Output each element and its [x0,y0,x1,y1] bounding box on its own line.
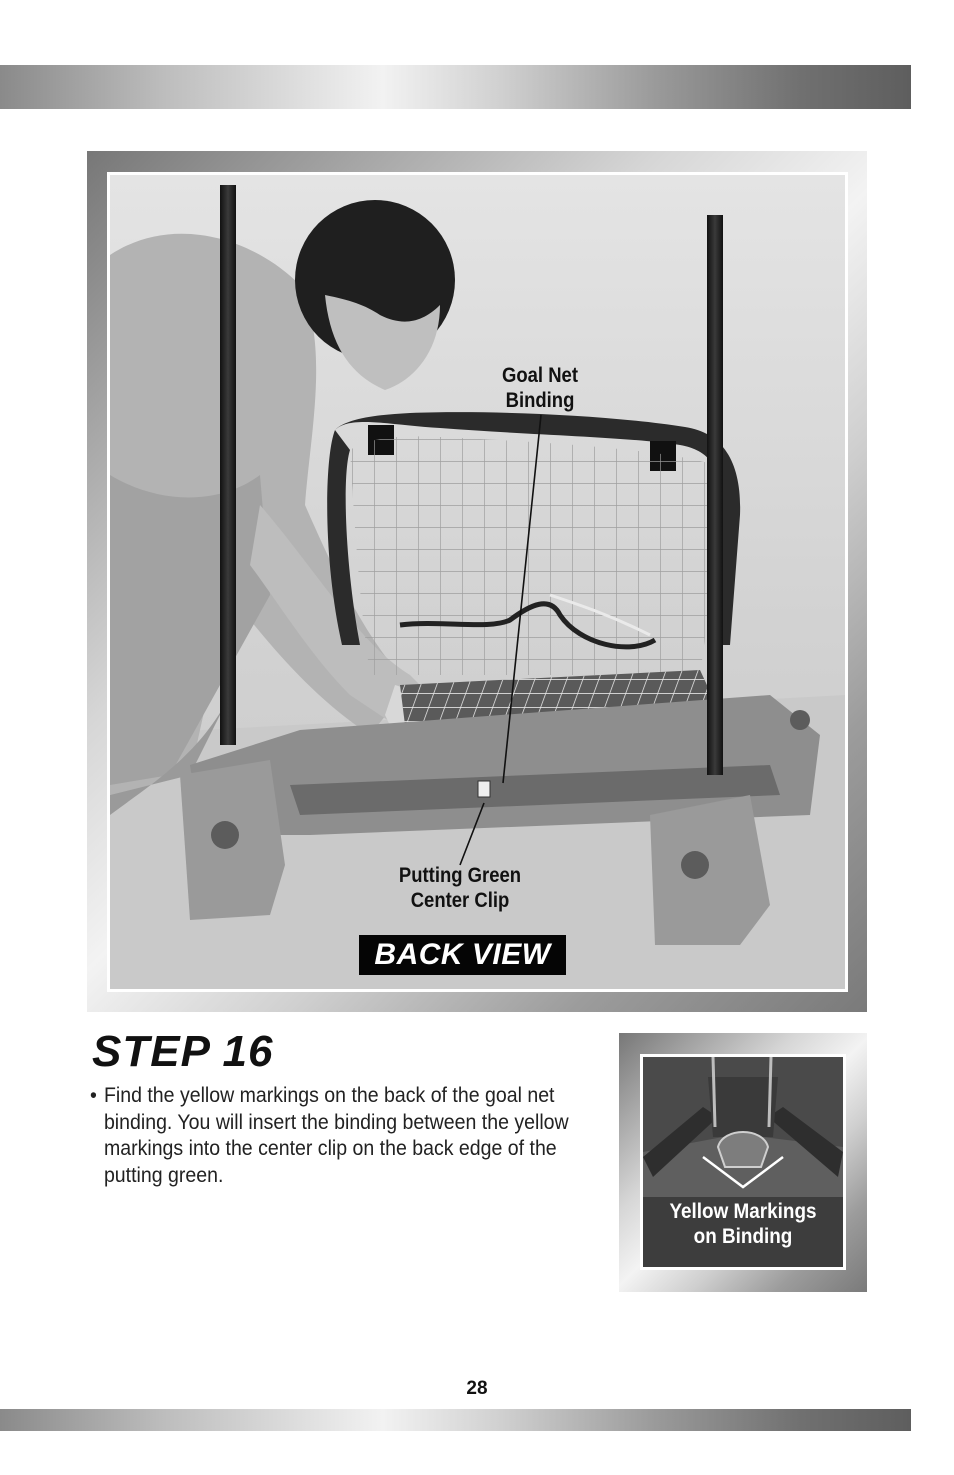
back-view-badge: BACK VIEW [359,935,566,975]
bullet-dot: • [90,1084,97,1107]
footer-band [0,1409,911,1431]
label-putting-green-center-clip: Putting Green Center Clip [398,864,522,912]
header-band [0,65,911,109]
step-title: STEP 16 [92,1027,274,1076]
label-yellow-markings: Yellow Markings on Binding [669,1200,817,1248]
instruction-text: Find the yellow markings on the back of the goal net binding. You will insert the binding between the yellow markings into the center clip on the back edge of the putting green. [103,1084,569,1187]
label-goal-net-binding: Goal Net Binding [501,364,578,412]
step-instruction [90,1083,569,1189]
main-figure-frame [87,151,867,1012]
inset-figure-frame [619,1033,867,1292]
main-photo [107,172,848,992]
inset-photo [640,1054,846,1270]
left-pole [220,185,236,745]
page-number: 28 [466,1378,488,1399]
right-pole [707,215,723,775]
